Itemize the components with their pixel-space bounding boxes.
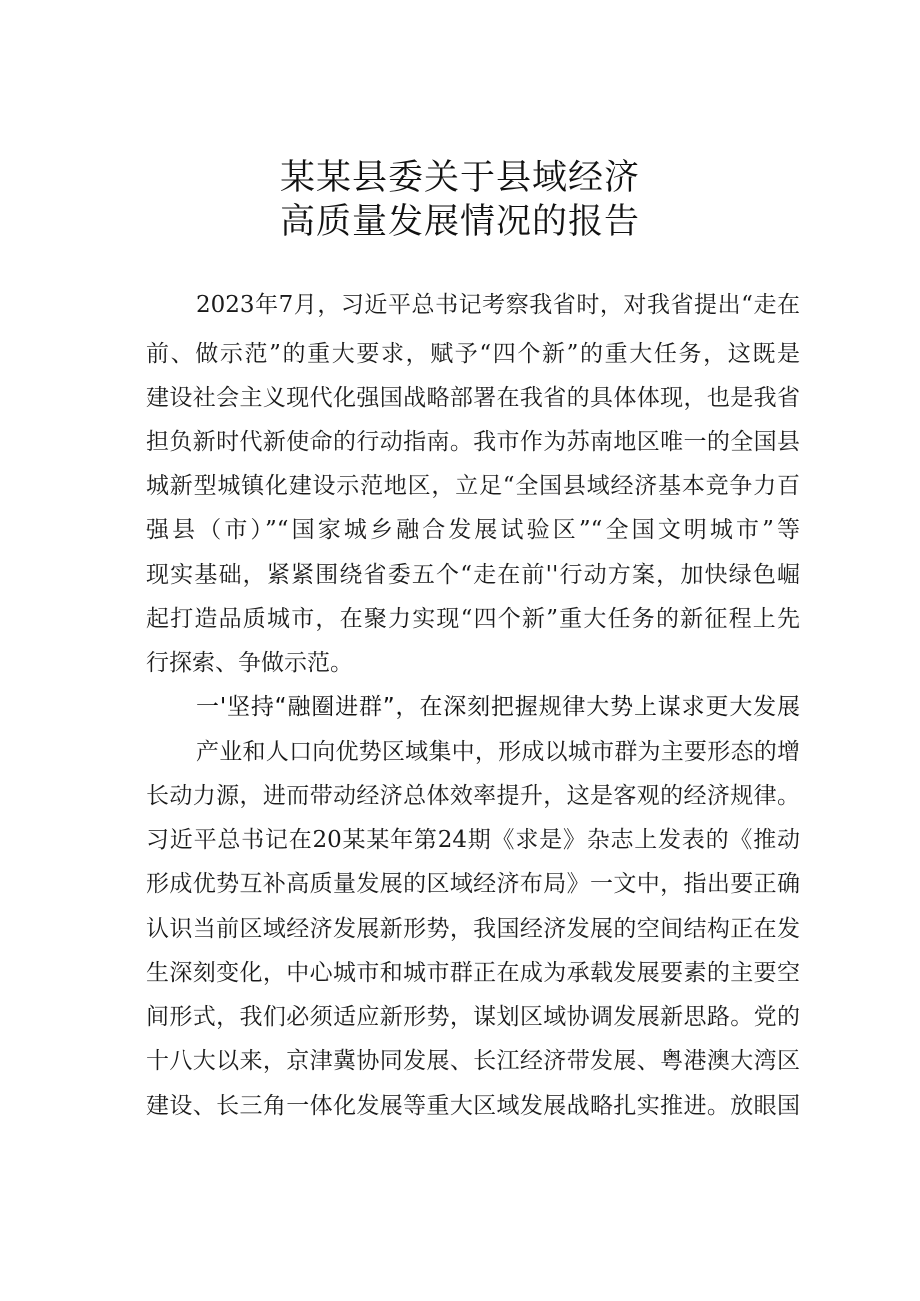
paragraph-line: 现实基础，紧紧围绕省委五个“走在前''行动方案，加快绿色崛 — [146, 562, 800, 588]
paragraph-line: 产业和人口向优势区域集中，形成以城市群为主要形态的增 — [196, 739, 800, 765]
paragraph-line: 2023年7月，习近平总书记考察我省时，对我省提出“走在 — [196, 292, 800, 318]
paragraph-line: 担负新时代新使命的行动指南。我市作为苏南地区唯一的全国县 — [146, 429, 800, 455]
paragraph-line: 建设、长三角一体化发展等重大区域发展战略扎实推进。放眼国 — [146, 1093, 800, 1119]
section-heading: 一'坚持“融圈进群”，在深刻把握规律大势上谋求更大发展 — [196, 694, 800, 720]
paragraph-line: 强县（市）”“国家城乡融合发展试验区”“全国文明城市”等 — [146, 517, 800, 543]
document-title-line-1: 某某县委关于县域经济 — [279, 158, 640, 198]
paragraph-line: 城新型城镇化建设示范地区，立足“全国县域经济基本竞争力百 — [146, 473, 800, 499]
paragraph-line: 形成优势互补高质量发展的区域经济布局》一文中，指出要正确 — [146, 871, 800, 897]
paragraph-line: 生深刻变化，中心城市和城市群正在成为承载发展要素的主要空 — [146, 960, 800, 986]
paragraph-line: 十八大以来，京津冀协同发展、长江经济带发展、粤港澳大湾区 — [146, 1048, 800, 1074]
paragraph-line: 间形式，我们必须适应新形势，谋划区域协调发展新思路。党的 — [146, 1004, 800, 1030]
paragraph-line: 起打造品质城市，在聚力实现“四个新”重大任务的新征程上先 — [146, 606, 800, 632]
paragraph-line: 长动力源，进而带动经济总体效率提升，这是客观的经济规律。 — [146, 783, 800, 809]
paragraph-line: 前、做示范”的重大要求，赋予“四个新”的重大任务，这既是 — [146, 341, 800, 367]
paragraph-line: 习近平总书记在20某某年第24期《求是》杂志上发表的《推动 — [146, 827, 800, 853]
document-title-line-2: 高质量发展情况的报告 — [279, 202, 640, 242]
paragraph-line: 行探索、争做示范。 — [146, 650, 353, 676]
paragraph-line: 建设社会主义现代化强国战略部署在我省的具体体现，也是我省 — [146, 385, 800, 411]
paragraph-line: 认识当前区域经济发展新形势，我国经济发展的空间结构正在发 — [146, 916, 800, 942]
